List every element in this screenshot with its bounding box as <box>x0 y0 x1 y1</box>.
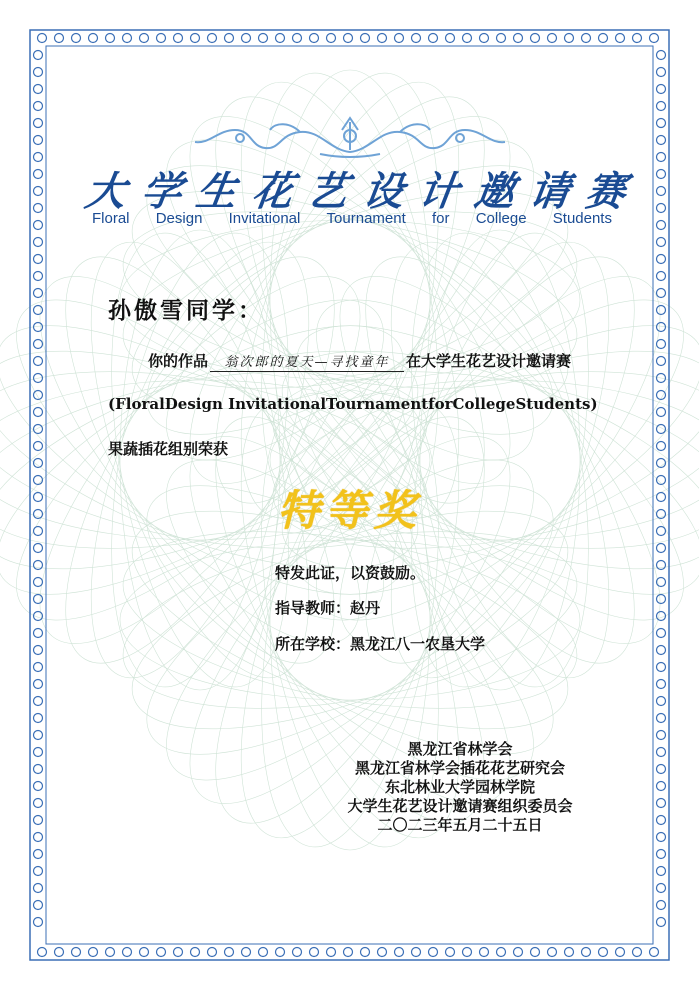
award-category: 果蔬插花组别荣获 <box>108 440 229 458</box>
title-char: 计 <box>415 168 463 215</box>
english-word: (Floral <box>108 395 165 413</box>
title-char: 花 <box>248 168 296 215</box>
work-suffix: 在大学生花艺设计邀请赛 <box>406 352 572 370</box>
recipient-name: 孙傲雪同学： <box>108 297 264 324</box>
title-english <box>92 210 612 227</box>
english-word: College <box>452 395 516 413</box>
english-word: Design Invitational <box>164 395 327 413</box>
title-char: 设 <box>360 168 407 215</box>
title-word: Floral <box>92 210 130 227</box>
issuer-block <box>300 740 620 835</box>
title-char: 邀 <box>471 168 518 215</box>
mentor-line: 指导教师：赵丹 <box>275 599 381 617</box>
issuer-line: 大学生花艺设计邀请赛组织委员会 <box>347 797 573 815</box>
body-line-work <box>148 350 571 372</box>
issue-statement: 特发此证，以资鼓励。 <box>275 564 426 582</box>
english-word: for <box>428 395 453 413</box>
title-word: Design <box>155 210 203 227</box>
school-line: 所在学校：黑龙江八一农垦大学 <box>275 635 486 653</box>
title-word: College <box>475 210 527 227</box>
title-char: 生 <box>193 168 240 215</box>
title-chinese <box>82 160 629 217</box>
title-word: Tournament <box>326 210 406 227</box>
issuer-line: 黑龙江省林学会插花花艺研究会 <box>354 759 565 777</box>
english-word: Tournament <box>326 395 429 413</box>
title-word: Students <box>552 210 612 227</box>
title-word: Invitational <box>228 210 301 227</box>
title-char: 学 <box>137 168 185 215</box>
body-line-english <box>108 395 598 413</box>
title-char: 请 <box>526 168 574 215</box>
crown-flourish-ornament <box>180 110 520 160</box>
title-char: 赛 <box>582 168 629 215</box>
work-title: 翁次郎的夏天—寻找童年 <box>210 355 404 372</box>
issue-date: 二〇二三年五月二十五日 <box>377 816 543 834</box>
english-word: Students) <box>515 395 598 413</box>
title-char: 艺 <box>304 168 352 215</box>
award-title: 特等奖 <box>277 486 422 535</box>
work-prefix: 你的作品 <box>148 352 209 370</box>
title-char: 大 <box>82 168 129 215</box>
issuer-line: 黑龙江省林学会 <box>407 740 513 758</box>
issuer-line: 东北林业大学园林学院 <box>384 778 535 796</box>
title-word: for <box>431 210 450 227</box>
